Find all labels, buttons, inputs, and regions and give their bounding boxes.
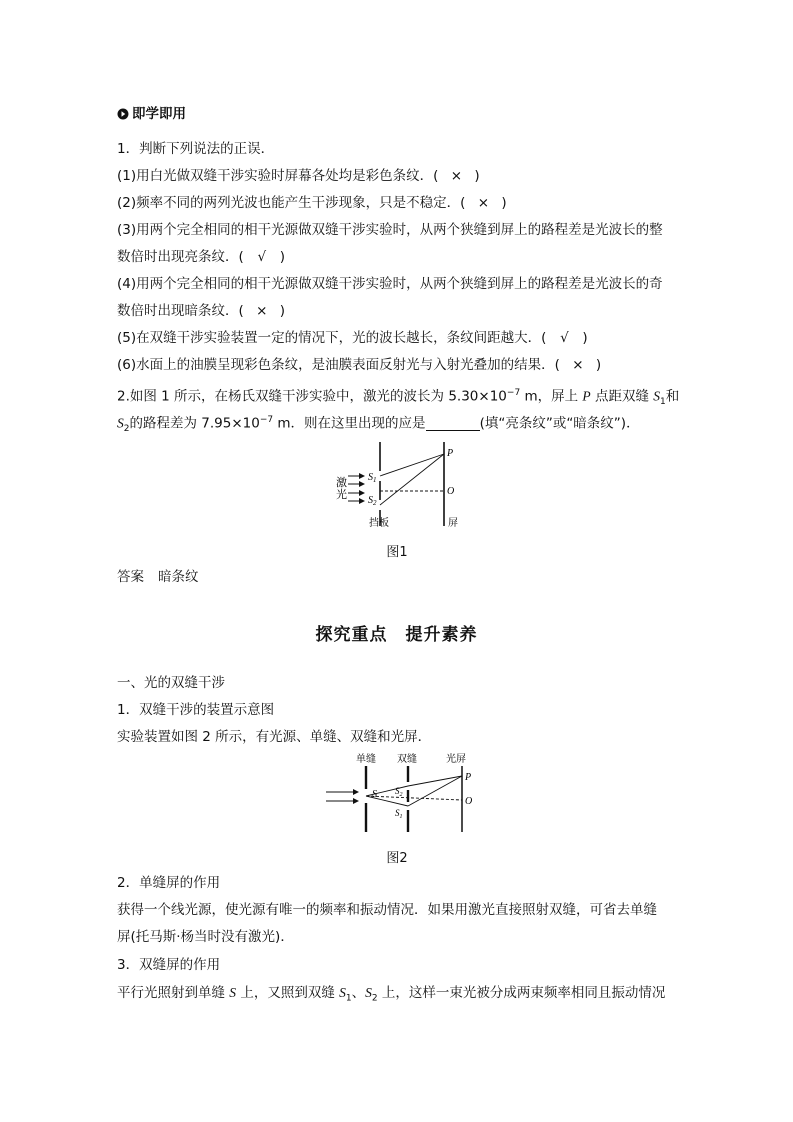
q2-line-1 <box>117 383 679 412</box>
figure-2-diagram <box>322 752 482 836</box>
answer-label: 答案 <box>117 569 144 585</box>
item-text: (1)用白光做双缝干涉实验时屏幕各处均是彩色条纹．( <box>117 168 439 184</box>
q1-item-4a: (4)用两个完全相同的相干光源做双缝干涉实验时，从两个狭缝到屏上的路程差是光波长的奇 <box>117 276 663 292</box>
item-mark: × <box>256 303 268 319</box>
q2-text: m．则在这里出现的应是 <box>273 415 426 432</box>
s2-label: $S_2$ <box>368 495 377 507</box>
barrier-label: 挡板 <box>369 518 389 529</box>
part1-sub2-text-a: 获得一个线光源，使光源有唯一的频率和振动情况．如果用激光直接照射双缝，可省去单缝 <box>117 902 657 918</box>
q1-item-5 <box>117 328 588 348</box>
q2-subscript: 1 <box>660 397 666 408</box>
sub3-slit-s: S <box>229 985 237 1000</box>
header-label: 即学即用 <box>132 106 186 122</box>
screen-label: 光屏 <box>446 754 466 765</box>
q1-item-3a: (3)用两个完全相同的相干光源做双缝干涉实验时，从两个狭缝到屏上的路程差是光波长的整 <box>117 222 663 238</box>
q1-title: 1．判断下列说法的正误． <box>117 141 275 157</box>
item-text: (2)频率不同的两列光波也能产生干涉现象，只是不稳定．( <box>117 195 466 211</box>
q2-text: m，屏上 <box>520 388 583 405</box>
circle-arrow-icon <box>117 106 129 126</box>
part1-sub2-text-b: 屏(托马斯·杨当时没有激光)． <box>117 929 294 945</box>
q1-item-4b <box>117 301 285 321</box>
sub3-text: 平行光照射到单缝 <box>117 985 230 1001</box>
part1-sub1: 1．双缝干涉的装置示意图 <box>117 702 275 718</box>
q2-text: 的路程差为 7.95×10 <box>129 415 260 432</box>
figure-2 <box>322 752 482 836</box>
figure-1-caption: 图1 <box>386 545 408 560</box>
item-close: ) <box>474 168 480 184</box>
laser-label-1: 激 <box>336 477 347 489</box>
o-label: O <box>447 486 455 497</box>
q2-exponent: −7 <box>506 388 521 398</box>
section-title: 探究重点 提升素养 <box>315 625 478 645</box>
answer-value: 暗条纹 <box>158 569 199 585</box>
figure-1 <box>330 440 470 532</box>
q2-line-2 <box>117 410 640 439</box>
q2-text: (填“亮条纹”或“暗条纹”)． <box>479 415 640 432</box>
section-header <box>117 104 186 126</box>
part1-sub3: 3．双缝屏的作用 <box>117 957 221 973</box>
q1-item-6 <box>117 355 601 375</box>
item-mark: × <box>477 195 490 211</box>
item-close: ) <box>279 249 286 265</box>
q2-text: 和 <box>665 388 680 405</box>
screen-label: 屏 <box>448 518 458 529</box>
sub3-subscript: 2 <box>371 993 378 1004</box>
double-slit-label: 双缝 <box>397 754 417 765</box>
laser-label-2: 光 <box>336 489 347 501</box>
answer <box>117 567 199 587</box>
sub3-text: 上，这样一束光被分成两束频率相同且振动情况 <box>377 985 666 1001</box>
q2-exponent: −7 <box>259 415 274 425</box>
item-text: (6)水面上的油膜呈现彩色条纹，是油膜表面反射光与入射光叠加的结果．( <box>117 357 560 373</box>
part1-sub3-text <box>117 983 665 1009</box>
q1-item-2 <box>117 193 507 213</box>
p-label: P <box>465 772 472 783</box>
item-mark: √ <box>560 330 569 346</box>
figure-1-diagram <box>330 440 470 532</box>
sub3-slit-s1: S <box>339 985 346 1000</box>
s2-label: $S_2$ <box>395 786 403 798</box>
s1-label: $S_1$ <box>368 472 377 484</box>
item-text: (5)在双缝干涉实验装置一定的情况下，光的波长越长，条纹间距越大．( <box>117 330 547 346</box>
q2-text: 2.如图 1 所示，在杨氏双缝干涉实验中，激光的波长为 5.30×10 <box>117 388 507 405</box>
item-mark: × <box>572 357 584 373</box>
item-close: ) <box>595 357 602 373</box>
part1-heading: 一、光的双缝干涉 <box>117 675 225 691</box>
q2-slit-s: S <box>653 388 661 404</box>
s1-label: $S_1$ <box>395 808 403 820</box>
item-text: 数倍时出现暗条纹．( <box>117 303 244 319</box>
figure-2-caption: 图2 <box>386 851 408 866</box>
item-close: ) <box>501 195 507 211</box>
q2-slit-s: S <box>117 415 124 431</box>
sub3-slit-s2: S <box>365 985 372 1000</box>
q2-point-p: P <box>582 388 591 404</box>
sub3-text: 、 <box>351 985 366 1001</box>
q1-item-1 <box>117 166 480 186</box>
sub3-text: 上，又照到双缝 <box>236 985 340 1001</box>
o-label: O <box>465 796 473 807</box>
answer-blank[interactable] <box>426 416 480 431</box>
s-label: S <box>372 789 377 800</box>
part1-sub1-text: 实验装置如图 2 所示，有光源、单缝、双缝和光屏． <box>117 729 432 745</box>
item-close: ) <box>582 330 588 346</box>
single-slit-label: 单缝 <box>356 754 376 765</box>
q2-subscript: 2 <box>123 424 130 435</box>
item-text: 数倍时出现亮条纹．( <box>117 249 244 265</box>
part1-sub2: 2．单缝屏的作用 <box>117 875 221 891</box>
item-close: ) <box>279 303 286 319</box>
sub3-subscript: 1 <box>345 993 352 1004</box>
item-mark: × <box>450 168 463 184</box>
q2-text: 点距双缝 <box>590 388 654 405</box>
p-label: P <box>447 448 454 459</box>
item-mark: √ <box>257 249 267 265</box>
q1-item-3b <box>117 247 285 267</box>
